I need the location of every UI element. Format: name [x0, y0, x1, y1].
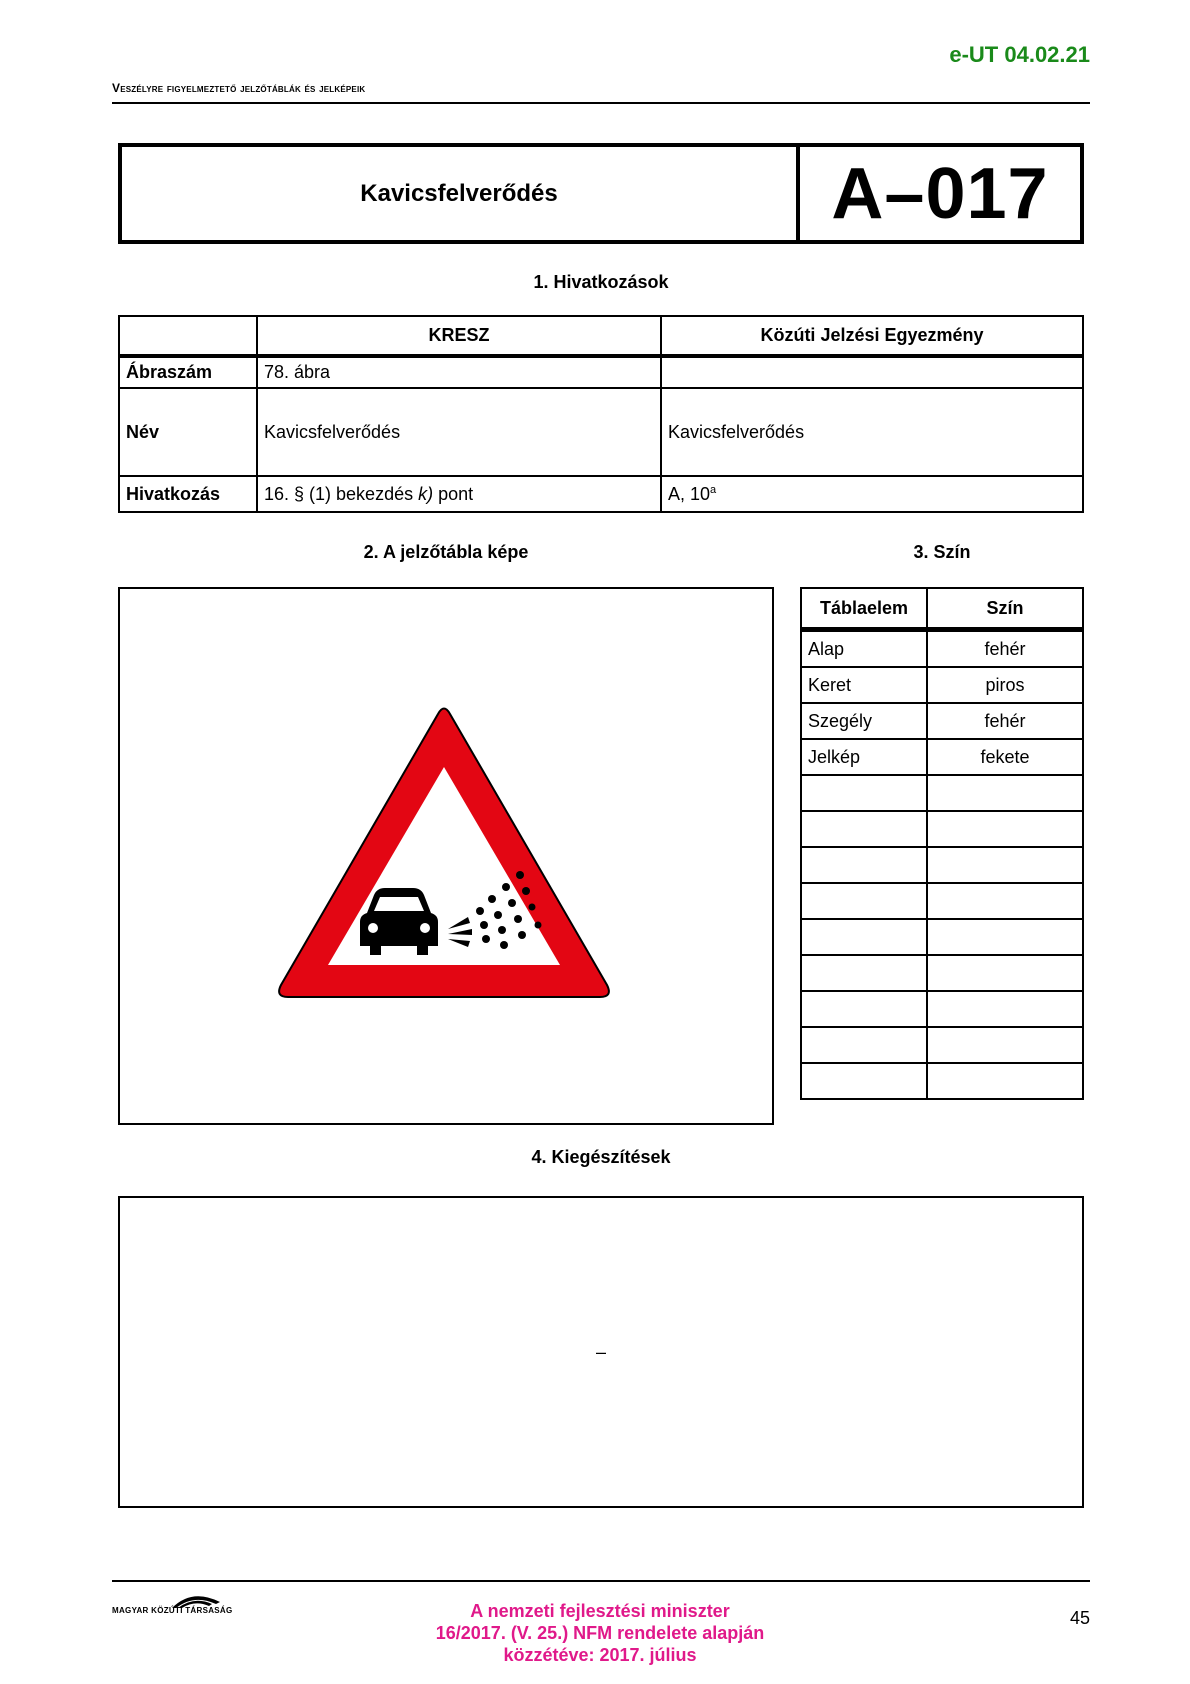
table-row — [801, 847, 1083, 883]
color-cell — [927, 811, 1083, 847]
table-cell — [119, 316, 257, 356]
table-row — [119, 316, 1083, 356]
logo-text: MAGYAR KÖZÚTI TÁRSASÁG — [112, 1606, 233, 1615]
sign-name: Kavicsfelverődés — [360, 179, 558, 207]
table-cell: Kavicsfelverődés — [257, 388, 661, 476]
table-row — [801, 955, 1083, 991]
element-cell — [801, 1027, 927, 1063]
table-row — [801, 991, 1083, 1027]
element-cell — [801, 991, 927, 1027]
element-cell: Szegély — [801, 703, 927, 739]
table-cell: Kavicsfelverődés — [661, 388, 1083, 476]
color-cell — [927, 883, 1083, 919]
table-cell — [257, 476, 661, 512]
footer-line-3: közzétéve: 2017. július — [503, 1645, 697, 1665]
kje-reference: A, 10 — [668, 483, 711, 504]
element-cell — [801, 919, 927, 955]
element-cell — [801, 775, 927, 811]
color-cell: fehér — [927, 630, 1083, 668]
column-header-kresz: KRESZ — [257, 316, 661, 356]
element-cell — [801, 955, 927, 991]
table-row — [801, 811, 1083, 847]
column-header-kje: Közúti Jelzési Egyezmény — [661, 316, 1083, 356]
element-cell: Keret — [801, 667, 927, 703]
table-row — [801, 883, 1083, 919]
supplements-text: – — [595, 1341, 606, 1362]
color-cell — [927, 1027, 1083, 1063]
row-label: Ábraszám — [119, 356, 257, 388]
element-cell — [801, 883, 927, 919]
reference-italic: k) — [418, 483, 434, 504]
reference-text: 16. § (1) bekezdés — [264, 483, 419, 504]
color-cell — [927, 775, 1083, 811]
footer-line-2: 16/2017. (V. 25.) NFM rendelete alapján — [435, 1623, 765, 1643]
element-cell — [801, 811, 927, 847]
table-row — [801, 667, 1083, 703]
reference-text-end: pont — [433, 483, 474, 504]
header-title: Veszélyre figyelmeztető jelzőtáblák és jelképeik — [112, 81, 366, 95]
section-supplements-title: 4. Kiegészítések — [531, 1147, 671, 1167]
warning-sign-icon — [120, 589, 772, 1123]
table-row — [801, 919, 1083, 955]
title-box — [118, 143, 1084, 244]
table-cell: 78. ábra — [257, 356, 661, 388]
table-row — [801, 1027, 1083, 1063]
element-cell: Jelkép — [801, 739, 927, 775]
table-cell — [661, 356, 1083, 388]
element-cell — [801, 1063, 927, 1099]
color-cell: piros — [927, 667, 1083, 703]
section-references-title: 1. Hivatkozások — [533, 272, 669, 292]
table-row — [801, 703, 1083, 739]
publisher-logo — [112, 1590, 272, 1620]
table-row — [801, 1063, 1083, 1099]
table-row — [801, 739, 1083, 775]
color-table — [800, 587, 1084, 1100]
row-label: Név — [119, 388, 257, 476]
footer-rule — [112, 1580, 1090, 1582]
color-cell — [927, 1063, 1083, 1099]
section-color-title: 3. Szín — [913, 542, 971, 562]
footer-line-1: A nemzeti fejlesztési miniszter — [470, 1601, 730, 1621]
column-header-color: Szín — [927, 588, 1083, 630]
column-header-element: Táblaelem — [801, 588, 927, 630]
table-row — [801, 630, 1083, 668]
element-cell: Alap — [801, 630, 927, 668]
color-cell — [927, 955, 1083, 991]
header-rule — [112, 102, 1090, 104]
table-row — [801, 775, 1083, 811]
page-number: 45 — [1069, 1608, 1090, 1628]
table-row — [801, 588, 1083, 630]
document-code: e-UT 04.02.21 — [949, 42, 1090, 67]
kje-reference-sup: a — [710, 483, 717, 496]
sign-code: A–017 — [796, 147, 1080, 240]
references-table — [118, 315, 1084, 513]
section-image-title: 2. A jelzőtábla képe — [363, 542, 529, 562]
table-row — [119, 356, 1083, 388]
color-cell — [927, 991, 1083, 1027]
table-cell — [661, 476, 1083, 512]
sign-image-box — [118, 587, 774, 1125]
table-row — [119, 476, 1083, 512]
color-cell — [927, 847, 1083, 883]
table-row — [119, 388, 1083, 476]
row-label: Hivatkozás — [119, 476, 257, 512]
element-cell — [801, 847, 927, 883]
footer-publication-note — [380, 1600, 820, 1666]
color-cell: fekete — [927, 739, 1083, 775]
color-cell: fehér — [927, 703, 1083, 739]
color-cell — [927, 919, 1083, 955]
logo-icon — [112, 1590, 272, 1620]
supplements-box — [118, 1196, 1084, 1508]
